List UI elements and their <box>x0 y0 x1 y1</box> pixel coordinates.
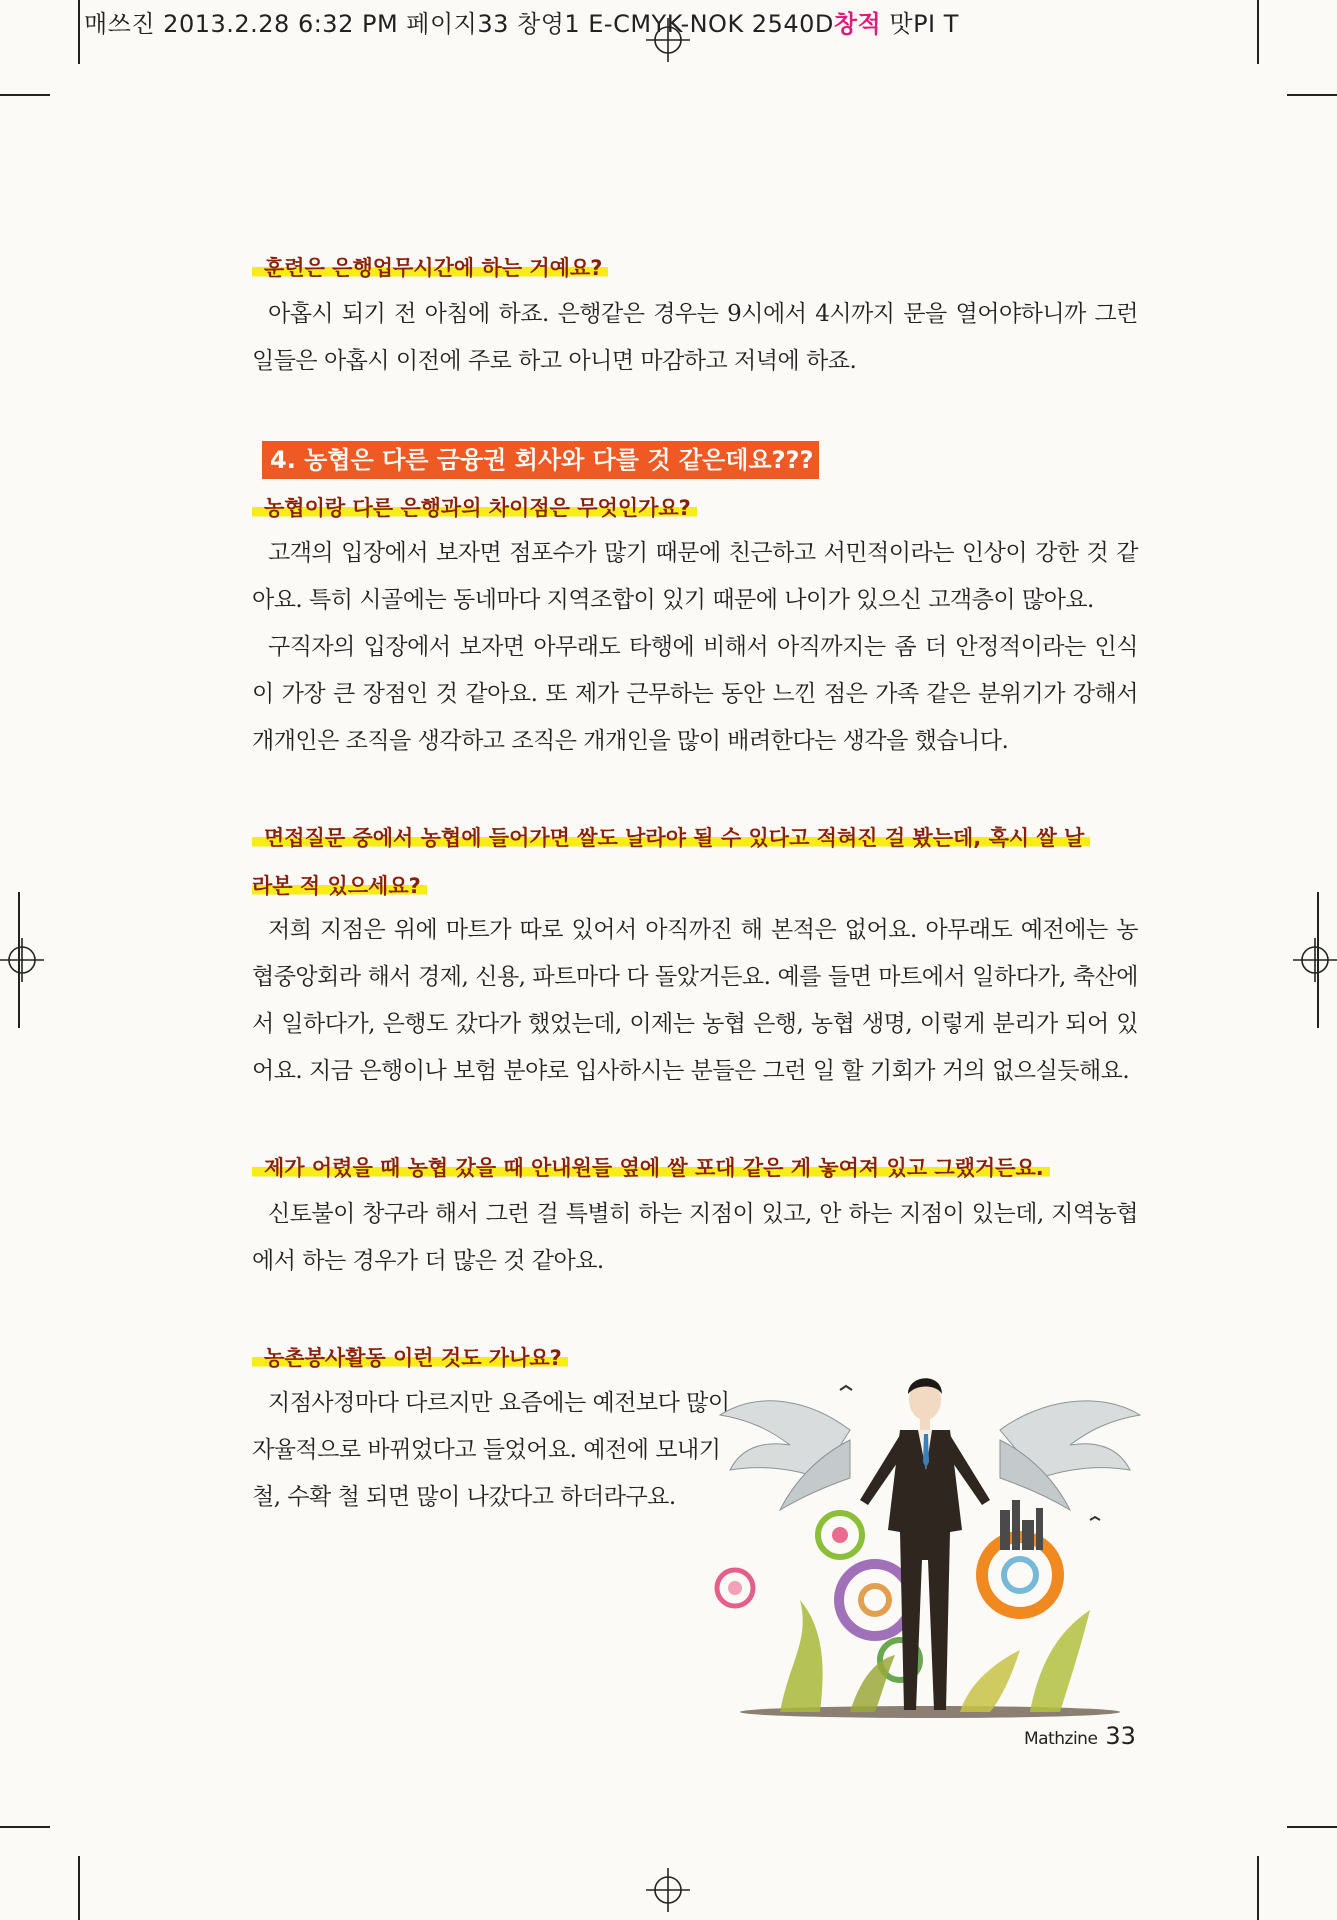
crop-mark <box>0 1826 50 1828</box>
crop-mark <box>0 94 50 96</box>
crop-mark <box>78 0 80 64</box>
question-heading <box>252 485 1142 533</box>
answer-text: 자율적으로 바뀌었다고 들었어요. 예전에 모내기 <box>252 1437 721 1463</box>
question-text: 제가 어렸을 때 농협 갔을 때 안내원들 옆에 쌀 포대 같은 게 놓여져 있고 그랬거든요. <box>252 1156 1050 1180</box>
page-number: 33 <box>1105 1722 1136 1750</box>
answer-text: 신토불이 창구라 해서 그런 걸 특별히 하는 지점이 있고, 안 하는 지점이 있는데, 지역농협에서 하는 경우가 더 많은 것 같아요. <box>252 1201 1138 1274</box>
crop-mark <box>78 1856 80 1920</box>
answer-paragraph <box>252 291 1138 385</box>
answer-text: 구직자의 입장에서 보자면 아무래도 타행에 비해서 아직까지는 좀 더 안정적이라는 인식이 가장 큰 장점인 것 같아요. 또 제가 근무하는 동안 느낀 점은 가족 같은 분위기가 강해서 개개인은 조직을 생각하고 조직은 개개인을 많이 배려한다는 생각을 했습니다. <box>252 634 1138 754</box>
answer-paragraph <box>252 624 1138 765</box>
question-text: 면접질문 중에서 농협에 들어가면 쌀도 날라야 될 수 있다고 적혀진 걸 봤는데, 혹시 쌀 날 <box>252 826 1090 850</box>
registration-mark-icon <box>646 1868 690 1912</box>
answer-paragraph <box>252 1380 732 1521</box>
print-header-text: 매쓰진 2013.2.28 6:32 PM 페이지33 창영1 E-CMYK-NOK 2540D <box>84 10 834 38</box>
question-heading <box>252 1145 1142 1193</box>
question-text: 훈련은 은행업무시간에 하는 거예요? <box>252 256 608 280</box>
angel-man-illustration <box>700 1360 1160 1720</box>
registration-mark-icon <box>646 18 690 62</box>
crop-mark <box>1257 0 1259 64</box>
question-text: 농촌봉사활동 이런 것도 가나요? <box>252 1346 568 1370</box>
registration-mark-icon <box>1293 938 1337 982</box>
question-text: 라본 적 있으세요? <box>252 874 427 898</box>
crop-mark <box>1287 94 1337 96</box>
answer-text: 지점사정마다 다르지만 요즘에는 예전보다 많이 <box>268 1390 730 1416</box>
registration-mark-icon <box>0 938 44 982</box>
question-heading <box>252 245 1142 293</box>
magazine-brand: Mathzine <box>1024 1729 1098 1749</box>
answer-paragraph <box>252 907 1138 1095</box>
page-footer <box>1024 1722 1136 1750</box>
crop-mark <box>1257 1856 1259 1920</box>
section-title: 4. 농협은 다른 금융권 회사와 다를 것 같은데요??? <box>262 441 819 479</box>
print-header-tail: 맛PI T <box>881 10 959 38</box>
print-header-highlight: 창적 <box>833 10 882 38</box>
print-header <box>84 4 959 40</box>
answer-text: 아홉시 되기 전 아침에 하죠. 은행같은 경우는 9시에서 4시까지 문을 열어야하니까 그런 일들은 아홉시 이전에 주로 하고 아니면 마감하고 저녁에 하죠. <box>252 301 1138 374</box>
question-text: 농협이랑 다른 은행과의 차이점은 무엇인가요? <box>252 496 697 520</box>
answer-paragraph <box>252 1191 1138 1285</box>
crop-mark <box>1287 1826 1337 1828</box>
answer-text: 철, 수확 철 되면 많이 나갔다고 하더라구요. <box>252 1484 676 1510</box>
answer-text: 저희 지점은 위에 마트가 따로 있어서 아직까진 해 본적은 없어요. 아무래도 예전에는 농협중앙회라 해서 경제, 신용, 파트마다 다 돌았거든요. 예를 들면 마트에서 일하다가, 축산에서 일하다가, 은행도 갔다가 했었는데, 이제는 농협 은행, 농협 생명, 이렇게 분리가 되어 있어요. 지금 은행이나 보험 분야로 입사하시는 분들은 그런 일 할 기회가 거의 없으실듯해요. <box>252 917 1138 1084</box>
answer-text: 고객의 입장에서 보자면 점포수가 많기 때문에 친근하고 서민적이라는 인상이 강한 것 같아요. 특히 시골에는 동네마다 지역조합이 있기 때문에 나이가 있으신 고객층이 많아요. <box>252 540 1138 613</box>
answer-paragraph <box>252 530 1138 624</box>
question-heading <box>252 815 1142 911</box>
